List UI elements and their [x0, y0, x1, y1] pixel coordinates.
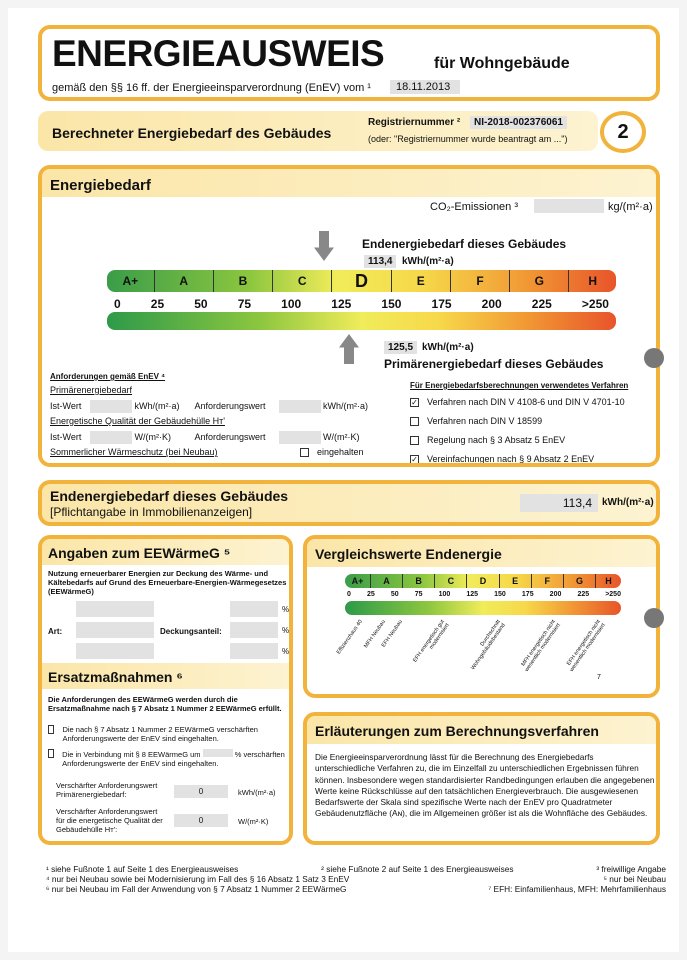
tick-label: 50: [390, 591, 399, 598]
end-value: 113,4: [364, 255, 396, 268]
co2-unit: kg/(m²·a): [608, 201, 653, 213]
punch-hole-icon: [644, 348, 664, 368]
anf-field: [279, 400, 321, 413]
footnote-2: ² siehe Fußnote 2 auf Seite 1 des Energieausweises: [321, 864, 514, 874]
tick-label: 75: [414, 591, 423, 598]
summer-checkbox[interactable]: [300, 448, 309, 457]
primary-unit: kWh/(m²·a): [422, 342, 474, 353]
endbox-unit: kWh/(m²·a): [602, 497, 654, 508]
procedure-item: [410, 450, 660, 467]
compare-ticks: [347, 591, 621, 598]
section-title: Berechneter Energiebedarf des Gebäudes: [52, 125, 332, 141]
anf-field: [279, 431, 321, 444]
energy-class-H: H: [588, 274, 597, 288]
tick-label: >250: [581, 297, 609, 311]
deckung-label: Deckungsanteil:: [160, 627, 222, 636]
endbox-title: Endenergiebedarf dieses Gebäudes: [50, 488, 289, 504]
energy-title: Energiebedarf: [50, 177, 151, 194]
ist-label: Ist-Wert: [50, 431, 82, 442]
opt1-label: Die nach § 7 Absatz 1 Nummer 2 EEWärmeG verschärften Anforderungswerte der EnEV sind eingehalten.: [62, 725, 258, 743]
energy-class-D: D: [467, 574, 499, 588]
reference-label: Effizienzhaus 40: [335, 619, 364, 656]
procedure-item: [410, 412, 660, 431]
page-number: 2: [600, 111, 646, 153]
tick-label: 75: [237, 297, 252, 311]
tick-label: 50: [194, 297, 208, 311]
anf-label: Anforderungswert: [194, 431, 266, 442]
reference-label: MFH energetisch nicht wesentlich modernisiert: [520, 619, 562, 673]
summer-row: [50, 445, 380, 461]
reference-label: EFH energetisch nicht wesentlich modernisiert: [565, 619, 607, 673]
compare-box: [303, 535, 660, 698]
explain-text: Die Energieeinsparverordnung lässt für die Berechnung des Energiebedarfs unterschiedliche Verfahren zu, die im Einzelfall zu unterschiedlichen Ergebnissen führen können. Insbesondere wegen standardisierter Randbedingungen erlauben die angegebenen Werte keine Rückschlüsse auf den tatsächlichen Energieverbrauch. Die ausgewiesenen Bedarfswerte der Skala sind spezifische Werte nach der EnEV pro Quadratmeter Gebäudenutzfläche (Aɴ), die im Allgemeinen größer ist als die Wohnfläche des Gebäudes.: [315, 752, 655, 819]
end-unit: kWh/(m²·a): [402, 256, 454, 267]
energy-class-F: F: [451, 270, 510, 292]
tick-label: 150: [494, 591, 506, 598]
v2-unit: W/(m²·K): [238, 817, 269, 826]
energy-class-G: G: [564, 574, 596, 588]
energy-class-H: H: [605, 576, 612, 586]
arrow-up-icon: [339, 334, 359, 364]
punch-hole-icon: [644, 608, 664, 628]
tick-label: 0: [114, 297, 121, 311]
energy-class-E: E: [392, 270, 451, 292]
procedure-item: [410, 431, 660, 450]
procedure-checkbox[interactable]: ✓: [411, 398, 418, 408]
tick-label: 25: [366, 591, 375, 598]
ersatz-title: Ersatzmaßnahmen ⁶: [48, 669, 183, 685]
procedure-label: Verfahren nach DIN V 18599: [427, 416, 543, 426]
tick-label: 175: [431, 297, 452, 311]
art-field: [76, 601, 154, 617]
procedure-label: Verfahren nach DIN V 4108-6 und DIN V 4701-10: [427, 397, 625, 407]
compare-gradient: [345, 601, 621, 615]
procedure-checkbox[interactable]: ✓: [411, 455, 418, 465]
v1-unit: kWh/(m²·a): [238, 788, 276, 797]
end-energy-box: [38, 480, 660, 526]
energy-class-D: D: [332, 270, 391, 292]
energy-class-scale: [107, 270, 616, 292]
procedure-label: Vereinfachungen nach § 9 Absatz 2 EnEV: [427, 454, 595, 464]
procedures: [410, 379, 660, 467]
energy-class-E: E: [500, 574, 532, 588]
procedure-checkbox[interactable]: [410, 436, 419, 445]
title: ENERGIEAUSWEIS: [52, 33, 385, 74]
tick-label: 0: [347, 591, 351, 598]
energy-class-B: B: [214, 270, 273, 292]
arrow-down-icon: [314, 231, 334, 261]
co2-field: [534, 199, 604, 213]
footnote-5: ⁵ nur bei Neubau: [603, 874, 666, 884]
date-field: 18.11.2013: [390, 80, 460, 94]
art-field: [76, 622, 154, 638]
v1-value: 0: [174, 785, 228, 798]
ist-label: Ist-Wert: [50, 400, 82, 411]
primary-label: Primärenergiebedarf dieses Gebäudes: [384, 357, 604, 371]
energy-class-C: C: [435, 574, 467, 588]
unit: kWh/(m²·a): [134, 400, 180, 411]
tick-label: 125: [466, 591, 479, 598]
reference-label: MFH Neubau: [363, 619, 387, 650]
eew-intro: Nutzung erneuerbarer Energien zur Deckung des Wärme- und Kältebedarfs auf Grund des Erneuerbare-Energien-Wärmegesetzes (EEWärmeG): [48, 569, 287, 596]
ist-field: [90, 431, 132, 444]
header-box: [38, 25, 660, 101]
pct: %: [282, 626, 290, 635]
gradient-bar: [107, 312, 616, 330]
footnote-4: ⁴ nur bei Neubau sowie bei Modernisierung im Fall des § 16 Absatz 1 Satz 3 EnEV: [46, 874, 350, 884]
scale-ticks: [114, 297, 609, 311]
unit: W/(m²·K): [323, 431, 360, 442]
tick-label: 125: [331, 297, 352, 311]
compare-footnote: 7: [597, 674, 601, 681]
tick-label: >250: [605, 591, 621, 598]
compare-title: Vergleichswerte Endenergie: [315, 546, 502, 562]
req-quality-row: [50, 430, 380, 446]
end-label: Endenergiebedarf dieses Gebäudes: [362, 237, 567, 251]
opt2-field: [203, 749, 233, 757]
tick-label: 25: [150, 297, 165, 311]
opt2-checkbox[interactable]: [48, 749, 54, 758]
proc-title: Für Energiebedarfsberechnungen verwendetes Verfahren: [410, 381, 629, 390]
req-primary: Primärenergiebedarf: [50, 385, 133, 395]
v1-label: Verschärfter Anforderungswert Primärenergiebedarf:: [56, 781, 158, 799]
co2-label: CO₂-Emissionen ³: [430, 201, 519, 213]
tick-label: 175: [521, 591, 534, 598]
energy-class-A+: A+: [107, 270, 155, 292]
energy-class-A: A: [155, 270, 214, 292]
tick-label: 100: [281, 297, 302, 311]
endbox-value: 113,4: [520, 494, 598, 512]
reference-label: EFH energetisch gut modernisiert: [412, 619, 451, 664]
procedure-item: [410, 393, 660, 412]
tick-label: 100: [438, 591, 451, 598]
subtitle: für Wohngebäude: [434, 55, 570, 72]
energy-box: [38, 165, 660, 467]
art-label: Art:: [48, 627, 63, 636]
energy-class-B: B: [403, 574, 435, 588]
req-title: Anforderungen gemäß EnEV ⁴: [50, 372, 166, 381]
eingehalten-label: eingehalten: [317, 447, 364, 457]
pct-field: [230, 622, 278, 638]
pct: %: [282, 605, 290, 614]
eew-title: Angaben zum EEWärmeG ⁵: [48, 545, 231, 561]
energy-class-G: G: [510, 270, 569, 292]
endbox-note: [Pflichtangabe in Immobilienanzeigen]: [50, 505, 253, 519]
footnote-7: ⁷ EFH: Einfamilienhaus, MFH: Mehrfamilienhaus: [488, 884, 666, 894]
pct-field: [230, 643, 278, 659]
reference-label: EFH Neubau: [380, 619, 404, 649]
primary-value: 125,5: [384, 341, 417, 354]
opt2-label-b: verschärften Anforderungswerte der EnEV sind eingehalten.: [62, 750, 285, 768]
footnote-3: ³ freiwillige Angabe: [596, 864, 666, 874]
unit: W/(m²·K): [134, 431, 171, 442]
reg-label: Registriernummer ²: [368, 117, 461, 128]
explain-box: [303, 712, 660, 845]
unit: kWh/(m²·a): [323, 400, 369, 411]
compare-scale: [345, 574, 621, 588]
reference-label: Durchschnitt Wohngebäudebestand: [470, 619, 507, 672]
energy-class-F: F: [532, 574, 564, 588]
reg-number: NI-2018-002376061: [470, 116, 567, 129]
ersatz-opt2: Die in Verbindung mit § 8 EEWärmeG um % verschärften Anforderungswerte der EnEV sind eingehalten.: [48, 749, 288, 768]
explain-title: Erläuterungen zum Berechnungsverfahren: [315, 723, 599, 739]
tick-label: 200: [481, 297, 502, 311]
anf-label: Anforderungswert: [194, 400, 266, 411]
energy-class-A: A: [371, 574, 403, 588]
tick-label: 225: [531, 297, 552, 311]
footnote-6: ⁶ nur bei Neubau im Fall der Anwendung von § 7 Absatz 1 Nummer 2 EEWärmeG: [46, 884, 347, 894]
eewaermeg-box: [38, 535, 293, 845]
tick-label: 225: [577, 591, 590, 598]
document-page: [8, 8, 679, 952]
footnote-1: ¹ siehe Fußnote 1 auf Seite 1 des Energieausweises: [46, 864, 239, 874]
v2-label: Verschärfter Anforderungswert für die energetische Qualität der Gebäudehülle Hᴛ':: [56, 807, 163, 834]
pct: %: [282, 647, 290, 656]
reg-note: (oder: "Registriernummer wurde beantragt am ..."): [368, 134, 568, 144]
procedure-checkbox[interactable]: [410, 417, 419, 426]
opt1-checkbox[interactable]: [48, 725, 54, 734]
req-primary-row: [50, 399, 380, 415]
pct-field: [230, 601, 278, 617]
section-bar: [38, 111, 598, 151]
regulation: gemäß den §§ 16 ff. der Energieeinsparverordnung (EnEV) vom ¹: [52, 82, 371, 94]
art-field: [76, 643, 154, 659]
tick-label: 200: [549, 591, 562, 598]
ersatz-opt1: [48, 725, 288, 743]
procedure-label: Regelung nach § 3 Absatz 5 EnEV: [427, 435, 566, 445]
summer-label: Sommerlicher Wärmeschutz (bei Neubau): [50, 447, 218, 457]
v2-value: 0: [174, 814, 228, 827]
ist-field: [90, 400, 132, 413]
energy-class-A+: A+: [345, 574, 371, 588]
footnotes: [46, 864, 666, 894]
opt2-label: Die in Verbindung mit § 8 EEWärmeG um: [62, 750, 201, 759]
requirements: [50, 371, 380, 461]
ersatz-intro: Die Anforderungen des EEWärmeG werden durch die Ersatzmaßnahme nach § 7 Absatz 1 Nummer 2 EEWärmeG erfüllt.: [48, 695, 282, 713]
req-quality: Energetische Qualität der Gebäudehülle Hᴛ': [50, 416, 225, 426]
energy-class-C: C: [273, 270, 332, 292]
tick-label: 150: [381, 297, 402, 311]
